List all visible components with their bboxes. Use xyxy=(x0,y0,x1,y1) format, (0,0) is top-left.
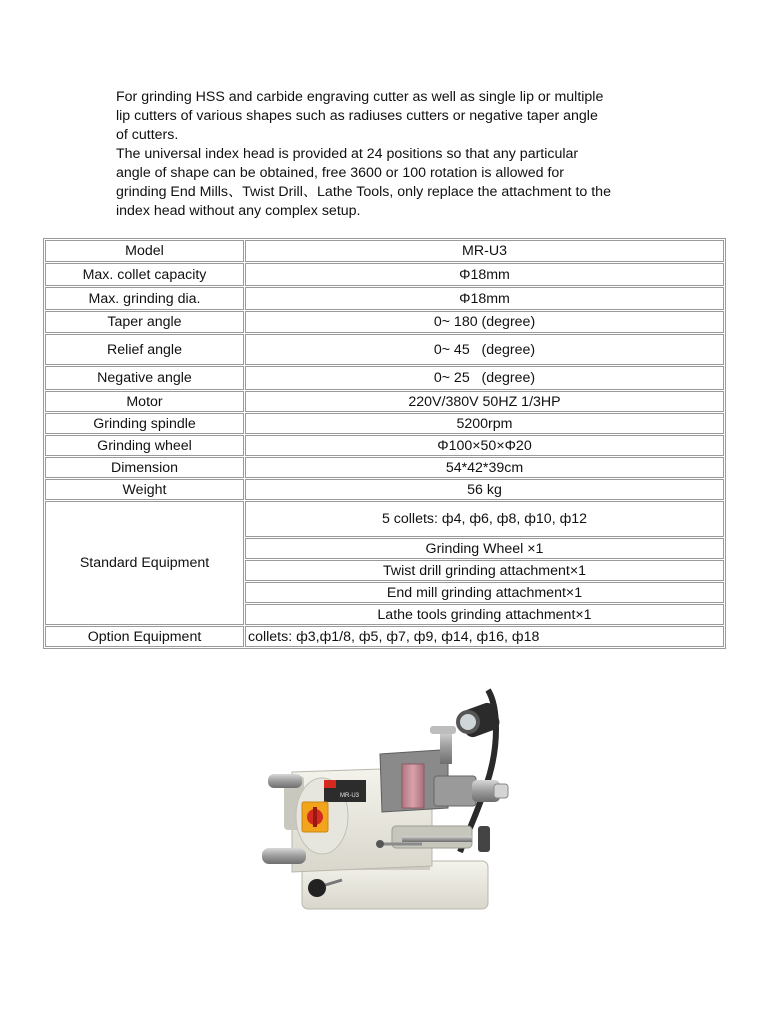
left-cylinder-bottom xyxy=(262,848,306,864)
spec-table xyxy=(43,238,726,649)
table-row xyxy=(45,366,724,390)
standard-equipment-item: Lathe tools grinding attachment×1 xyxy=(245,604,724,625)
table-row xyxy=(45,287,724,310)
table-row xyxy=(45,391,724,412)
spec-value: MR-U3 xyxy=(245,240,724,262)
table-row xyxy=(45,240,724,262)
table-row xyxy=(45,435,724,456)
intro-line: The universal index head is provided at 24 positions so that any particular xyxy=(116,146,579,162)
spec-label: Model xyxy=(45,240,244,262)
spec-label: Relief angle xyxy=(45,334,244,365)
spec-value: Φ100×50×Φ20 xyxy=(245,435,724,456)
standard-equipment-label: Standard Equipment xyxy=(45,501,244,625)
table-row xyxy=(45,263,724,286)
spec-value: 0~ 25 (degree) xyxy=(245,366,724,390)
grinding-wheel xyxy=(402,764,424,808)
spec-label: Motor xyxy=(45,391,244,412)
intro-line: lip cutters of various shapes such as radiuses cutters or negative taper angle xyxy=(116,108,598,124)
standard-equipment-item: Grinding Wheel ×1 xyxy=(245,538,724,559)
table-row xyxy=(45,457,724,478)
spec-value: Φ18mm xyxy=(245,287,724,310)
standard-equipment-item: End mill grinding attachment×1 xyxy=(245,582,724,603)
intro-text xyxy=(116,88,676,221)
table-row xyxy=(45,501,724,537)
intro-line: For grinding HSS and carbide engraving cutter as well as single lip or multiple xyxy=(116,89,604,105)
spec-label: Grinding wheel xyxy=(45,435,244,456)
front-knob xyxy=(308,879,326,897)
brand-label-text: MR-U3 xyxy=(340,793,359,799)
spec-value: 0~ 45 (degree) xyxy=(245,334,724,365)
standard-equipment-item: Twist drill grinding attachment×1 xyxy=(245,560,724,581)
spec-label: Dimension xyxy=(45,457,244,478)
intro-line: grinding End Mills、Twist Drill、Lathe Tools, only replace the attachment to the xyxy=(116,184,611,200)
standard-equipment-item: 5 collets: ф4, ф6, ф8, ф10, ф12 xyxy=(245,501,724,537)
spec-label: Grinding spindle xyxy=(45,413,244,434)
option-equipment-value: collets: ф3,ф1/8, ф5, ф7, ф9, ф14, ф16, ф18 xyxy=(245,626,724,647)
table-row xyxy=(45,334,724,365)
index-head xyxy=(434,776,476,806)
spec-label: Max. grinding dia. xyxy=(45,287,244,310)
spec-value: 0~ 180 (degree) xyxy=(245,311,724,333)
spec-label: Taper angle xyxy=(45,311,244,333)
spec-value: 5200rpm xyxy=(245,413,724,434)
table-row xyxy=(45,413,724,434)
spec-value: 54*42*39cm xyxy=(245,457,724,478)
table-row xyxy=(45,479,724,500)
spec-value: 220V/380V 50HZ 1/3HP xyxy=(245,391,724,412)
left-cylinder-top xyxy=(268,774,302,788)
spec-value: Φ18mm xyxy=(245,263,724,286)
grinder-machine-photo xyxy=(262,676,512,918)
intro-line: angle of shape can be obtained, free 3600 or 100 rotation is allowed for xyxy=(116,165,565,181)
intro-line: index head without any complex setup. xyxy=(116,203,361,219)
option-equipment-label: Option Equipment xyxy=(45,626,244,647)
spec-value: 56 kg xyxy=(245,479,724,500)
spec-label: Weight xyxy=(45,479,244,500)
spec-label: Negative angle xyxy=(45,366,244,390)
intro-line: of cutters. xyxy=(116,127,179,143)
table-row xyxy=(45,626,724,647)
table-row xyxy=(45,311,724,333)
spec-label: Max. collet capacity xyxy=(45,263,244,286)
